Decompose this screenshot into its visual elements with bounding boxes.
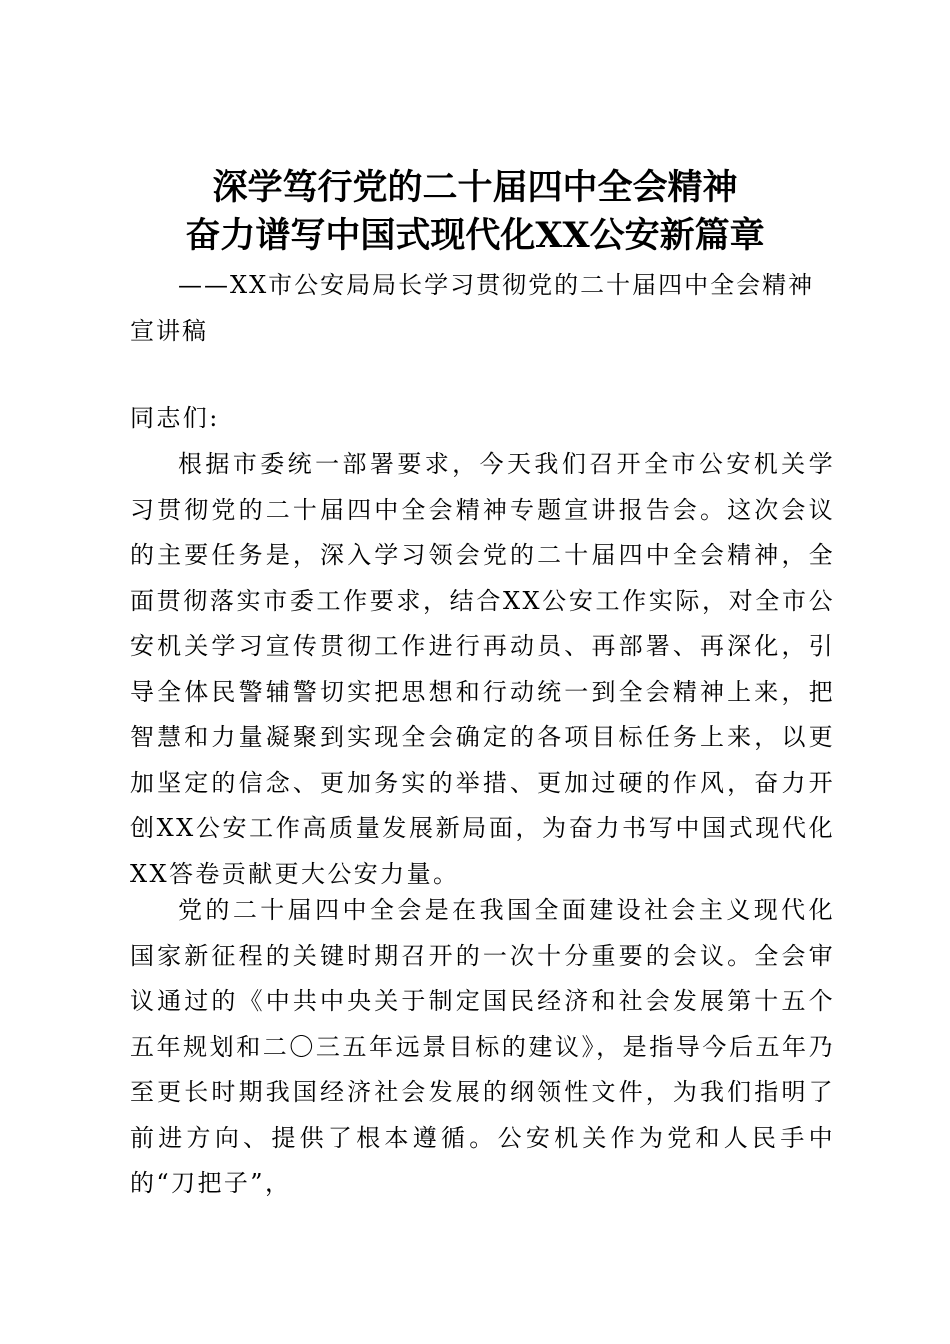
body-paragraph: 党的二十届四中全会是在我国全面建设社会主义现代化国家新征程的关键时期召开的一次十分重要的会议。全会审议通过的《中共中央关于制定国民经济和社会发展第十五个五年规划和二〇三五年远景目标的建议》，是指导今后五年乃至更长时期我国经济社会发展的纲领性文件，为我们指明了前进方向、提供了根本遵循。公安机关作为党和人民手中的“刀把子”， [130, 896, 835, 1197]
document-title-line-2: 奋力谱写中国式现代化XX公安新篇章 [185, 215, 765, 256]
document-title-line-1: 深学笃行党的二十届四中全会精神 [212, 167, 738, 208]
body-paragraph: 根据市委统一部署要求，今天我们召开全市公安机关学习贯彻党的二十届四中全会精神专题宣讲报告会。这次会议的主要任务是，深入学习领会党的二十届四中全会精神，全面贯彻落实市委工作要求，结合XX公安工作实际，对全市公安机关学习宣传贯彻工作进行再动员、再部署、再深化，引导全体民警辅警切实把思想和行动统一到全会精神上来，把智慧和力量凝聚到实现全会确定的各项目标任务上来，以更加坚定的信念、更加务实的举措、更加过硬的作风，奋力开创XX公安工作高质量发展新局面，为奋力书写中国式现代化XX答卷贡献更大公安力量。 [130, 450, 835, 888]
greeting: 同志们: [130, 404, 220, 432]
document-subtitle: ——XX市公安局局长学习贯彻党的二十届四中全会精神宣讲稿 [130, 271, 815, 345]
